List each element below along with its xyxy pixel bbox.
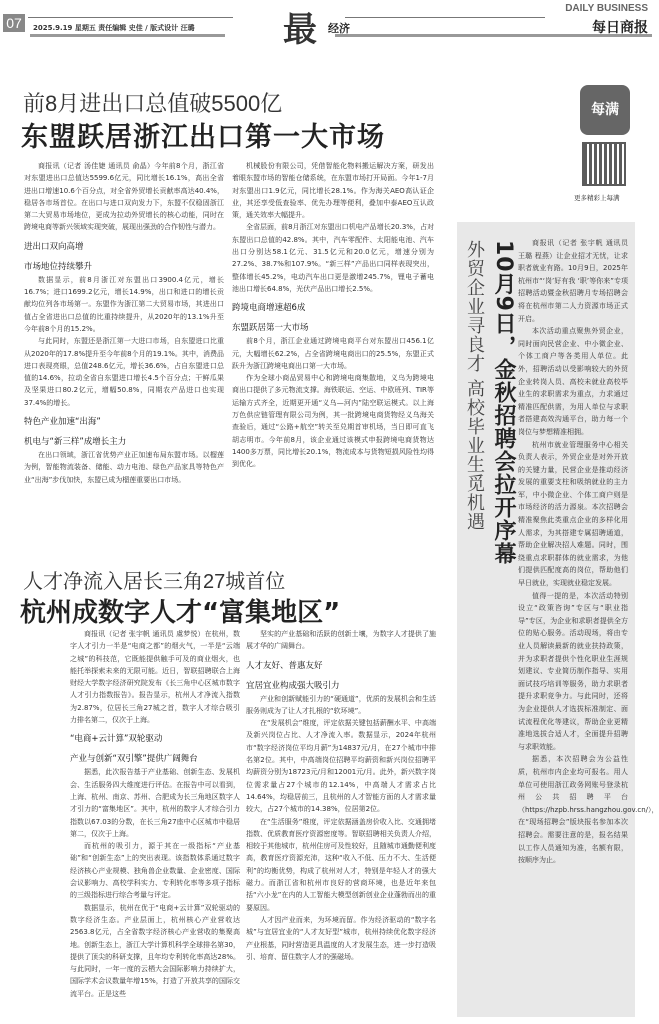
divider bbox=[30, 34, 225, 37]
paragraph: 产业和创新赋能引力的“硬通道”，优质的发展机会和生活服务则成为了让人才扎根的“软环境”。 bbox=[246, 694, 436, 715]
subheading: 特色产业加速“出海” bbox=[24, 417, 101, 428]
masthead-cn: 每日商报 bbox=[592, 20, 648, 36]
article1-column-1 bbox=[24, 160, 224, 486]
sidebar-column bbox=[518, 237, 659, 1012]
paragraph: 作为全球小商品贸易中心和跨境电商集散地，义乌为跨境电商出口提供了多元物流支撑。海铁联运、空运、中欧班列、TIR等运输方式齐全，近期更开通“义乌—河内”陆空联运模式。以上海万色供应链管理有限公司为例，其一批跨境电商货物经义乌海关查验后，通过“公路+航空”转关至兑期首审机场，当日即可直飞胡志明市。今年前8月，该企业通过该模式申报跨境电商货物达1400多万票，同比增长20.1%，物流成本与货物短损风险性均得到优化。 bbox=[232, 374, 434, 469]
subheading: 进出口双向高增 bbox=[24, 241, 84, 252]
subheading: 产业与创新“双引擎”提供广阔舞台 bbox=[70, 754, 198, 765]
subheading: 东盟跃居第一大市场 bbox=[232, 323, 309, 334]
paragraph: 全省层面，前8月浙江对东盟出口机电产品增长20.3%，占对东盟出口总值的42.8%。其中，汽车零配件、太阳能电池、汽车出口分别达58.1亿元、31.5亿元和20.0亿元，增速分别为27.2%、38.7%和107.9%。“新三样”产品出口同样表现突出，整体增长45.2%，电动汽车出口更是激增245.7%，锂电子蓄电池出口增长64.8%，光伏产品出口增长2.5%。 bbox=[232, 223, 434, 293]
paragraph: 商报讯（记者 汤佳婕 通讯员 俞晶）今年前8个月，浙江省对东盟进出口总值达5599.6亿元，同比增长16.1%，高出全省进出口增速10.6个百分点，对全省外贸增长贡献率高达40.4%，稳居各市场首位。在出口与进口双向发力下，东盟不仅稳固浙江第二大贸易市场地位，更成为拉动外贸增长的核心动能，同时在跨境电商等新兴领域实现突破，展现出强劲的合作韧性与潜力。 bbox=[24, 162, 224, 232]
article1-subtitle: 前8月进出口总值破5500亿 bbox=[23, 91, 283, 116]
app-logo-icon: 每满 bbox=[580, 85, 630, 135]
paragraph: 前8个月，浙江企业通过跨境电商平台对东盟出口456.1亿元，大幅增长62.2%，占全省跨境电商出口的25.5%，东盟正式跃升为浙江跨境电商出口第一大市场。 bbox=[232, 337, 434, 370]
paragraph: 本次活动重点聚焦外贸企业，同时面向民营企业、中小微企业、个体工商户等各类用人单位。此外，招聘活动以受影响较大的外贸企业转岗人员、高校未就业高校毕业生的求职需求为重点，力求通过精准匹配供需，为用人单位与求职者搭建高效沟通平台，助力每一个岗位与梦想精准相拥。 bbox=[518, 327, 628, 436]
masthead-en: DAILY BUSINESS bbox=[565, 3, 648, 14]
paragraph: 机械股份有限公司，凭借智能化物料搬运解决方案，研发出着眼东盟市场的智能仓储系统，在东盟市场打开局面。今年1-7月对东盟出口1.9亿元，同比增长28.1%。作为海关AEO高认证企业，其还享受低查验率、优先办理等便利，叠加中泰AEO互认政策，通关效率大幅提升。 bbox=[232, 162, 434, 220]
subheading: 市场地位持续攀升 bbox=[24, 261, 93, 272]
subheading: 人才友好、普惠友好 bbox=[246, 660, 323, 671]
paragraph: 值得一提的是，本次活动特别设立“政策咨询”专区与“职业指导”专区，为企业和求职者提供全方位的贴心服务。活动现场，将由专业人员解读最新的就业扶持政策，并为求职者提供个性化职业生涯规划建议、专业简历制作指导、实用面试技巧培训等服务，助力求职者提升求职竞争力。与此同时，还将为企业提供人才选拔标准制定、面试流程优化等建议，帮助企业更精准地选拔合适人才，全面提升招聘与求职效能。 bbox=[518, 591, 628, 751]
article2-column-2 bbox=[246, 628, 436, 1018]
subheading: 跨境电商增速超6成 bbox=[232, 303, 306, 314]
section-name: 经济 bbox=[328, 22, 350, 35]
article2-title: 杭州成数字人才“富集地区” bbox=[20, 598, 341, 628]
divider bbox=[28, 17, 233, 18]
page-header bbox=[0, 0, 652, 48]
paragraph: 坚实的产业基础和活跃的创新土壤，为数字人才提供了施展才华的广阔舞台。 bbox=[246, 630, 436, 651]
paragraph: 在出口领域，浙江省优势产业正加速布局东盟市场。以榴莲为例，智能物流装备、储能、动力电池、绿色产品家具等特色产业“出海”步伐加快，东盟已成为榴莲重要出口市场。 bbox=[24, 451, 224, 484]
sidebar-subtitle: 外贸企业寻良才 高校毕业生觅机遇 bbox=[465, 240, 485, 532]
paragraph: 商报讯（记者 张宇帆 通讯员 王璐 程燕）让企业招才无忧，让求职者就业有路。10月9日，2025年杭州市“‘岗’好有我 ‘职’等你来”专项招聘活动暨金秋招聘月专场招聘会将在杭州市第二人力资源市场正式开启。 bbox=[518, 239, 628, 323]
subheading: “电商+云计算”双轮驱动 bbox=[70, 734, 163, 745]
article1-column-2 bbox=[232, 160, 434, 471]
paragraph: 数据显示，前8月浙江对东盟出口3900.4亿元，增长16.7%；进口1699.2亿元，增长14.9%，出口和进口的增长贡献均位列各市场第一。东盟作为浙江第二大贸易市场，其进出口值占全省进出口总值的比重持续提升，从2020年的13.1%升至今年前8个月的15.2%。 bbox=[24, 275, 224, 333]
subheading: 宜居宜业构成强大吸引力 bbox=[246, 680, 340, 691]
section-logo: 最 bbox=[283, 10, 317, 50]
article2-column-1 bbox=[70, 628, 240, 1018]
paragraph: 据悉，此次报告基于产业基础、创新生态、发展机会、生活服务四大维度进行评估。在报告中可以看到，上海、杭州、南京、苏州、合肥成为长三角地区数字人才引力的“富集地区”。其中，杭州的数字人才综合引力指数以67.03的分数，在长三角27座中心区城市中稳居第二，仅次于上海。 bbox=[70, 768, 240, 838]
date-line: 2025.9.19 星期五 责任编辑 史佳 / 版式设计 汪璐 bbox=[33, 24, 195, 32]
paragraph: 在“发展机会”维度，评定依据关键包括薪酬水平、中高端及新兴岗位占比、人才净流入率。数据显示，2024年杭州市“数字经济岗位平均月薪”为14837元/月，在27个城市中排名第2位。其中，中高端岗位招聘平均薪资和新兴岗位招聘平均薪资分别为18723元/月和12001元/月。此外，新兴数字岗位需求量占27个城市的12.14%，中高端人才需求占比14.64%，均稳居前三，且杭州的人才智能方面的人才需求量较大，占27个城市的14.38%，位居第2位。 bbox=[246, 719, 436, 814]
article2-subtitle: 人才净流入居长三角27城首位 bbox=[23, 571, 286, 593]
paragraph: 人才因产业而来，为环境而留。作为经济驱动的“数字名城”与宜居宜业的“人才友好型”城市，杭州持续优化数字经济产业根基，同时营造更具温度的人才发展生态，进一步打造吸引、培育、留住数字人才的强磁场。 bbox=[246, 915, 436, 961]
paragraph: 杭州市就业管理服务中心相关负责人表示，外贸企业是对外开放的关键力量，民营企业是推动经济发展的重要支柱和吸纳就业的主力军，中小微企业、个体工商户则是市场经济的活力源泉。本次招聘会精准聚焦此类重点企业的多样化用人需求，为其搭建专属招聘通道，帮助企业解决招人难题。同时，围绕重点求职群体的就业需求，为他们提供匹配度高的岗位，帮助他们早日就业，实现就业稳定发展。 bbox=[518, 440, 628, 588]
paragraph: 商报讯（记者 张宇帆 通讯员 虞梦悦）在杭州，数字人才引力一半是“电商之都”的烟火气，一半是“云端之城”的科技范，它既能提供触手可及的商业烟火，也能托举探索未来的无限可能。近日，智联招聘联合上海财经大学数字经济研究院发布《长三角中心区城市数字人才引力指数报告》。报告显示，杭州人才净流入指数为2.87%，位居长三角27城之首，数字人才综合吸引力排名第二，仅次于上海。 bbox=[70, 630, 240, 725]
page-number: 07 bbox=[3, 14, 25, 32]
paragraph: 而杭州的吸引力，源于其在一级指标“产业基础”和“创新生态”上的突出表现。该指数体系通过数字经济核心产业规模、独角兽企业数量、企业密度、国际会议影响力、高校学科实力、专利转化率等多项子指标的三级指标进行综合考量与评定。 bbox=[70, 842, 240, 900]
sidebar-title: 10月9日，金秋招聘会拉开序幕 bbox=[491, 240, 516, 565]
subheading: 机电与“新三样”成增长主力 bbox=[24, 437, 127, 448]
promo-caption: 更多精彩上每满 bbox=[574, 194, 620, 202]
article1-title: 东盟跃居浙江出口第一大市场 bbox=[21, 122, 385, 153]
paragraph: 数据显示，杭州在优于“电商+云计算”双轮驱动的数字经济生态。产业层面上，杭州核心产业营收达2563.8亿元，占全省数字经济核心产业营收的集聚高地。创新生态上，浙江大学计算机科学全球排名第30，提供了顶尖的科研支撑，且年均专利转化率高达28%。与此同时，一年一度的云栖大会国际影响力持续扩大，国际学术会议数量年增15%，打造了开放共享的国际交流平台。正是这些 bbox=[70, 903, 240, 998]
paragraph: 在“生活服务”维度，评定依据涵盖房价收入比、交通拥堵指数、优质教育医疗资源密度等。智联招聘相关负责人介绍，相较于其他城市，杭州住房可及性较好，且随城市通勤便利度高，教育医疗资源充沛，这种“收入不低、压力不大、生活便利”的均衡优势，构成了杭州对人才，特别是年轻人才的强大磁力。而浙江省和杭州市良好的营商环境，也是近年来包括“六小龙”在内的人工智能大模型创新创业企业蓬勃而出的重要原因。 bbox=[246, 817, 436, 912]
paragraph: 与此同时，东盟还是浙江第一大进口市场，自东盟进口比重从2020年的17.8%提升至今年前8个月的19.1%。其中，消费品进口表现亮眼，总值248.6亿元，增长36.6%，占自东盟进口总值的14.6%，拉动全省自东盟进口增长4.5个百分点；干鲜瓜果及坚果进口80.2亿元，增幅50.8%，同期农产品进口也实现37.4%的增长。 bbox=[24, 337, 224, 407]
qr-code-icon[interactable] bbox=[582, 142, 626, 186]
paragraph: 据悉，本次招聘会为公益性质，杭州市内企业均可报名。用人单位可使用浙江政务网账号登录杭州公共招聘平台（https://hzpb.hrss.hangzhou.gov.cn/），在“现场招聘会”版块报名参加本次招聘会。需要注意的是，报名结果以工作人员通知为准，名额有限，按顺序为止。 bbox=[518, 755, 659, 865]
divider bbox=[345, 17, 545, 18]
